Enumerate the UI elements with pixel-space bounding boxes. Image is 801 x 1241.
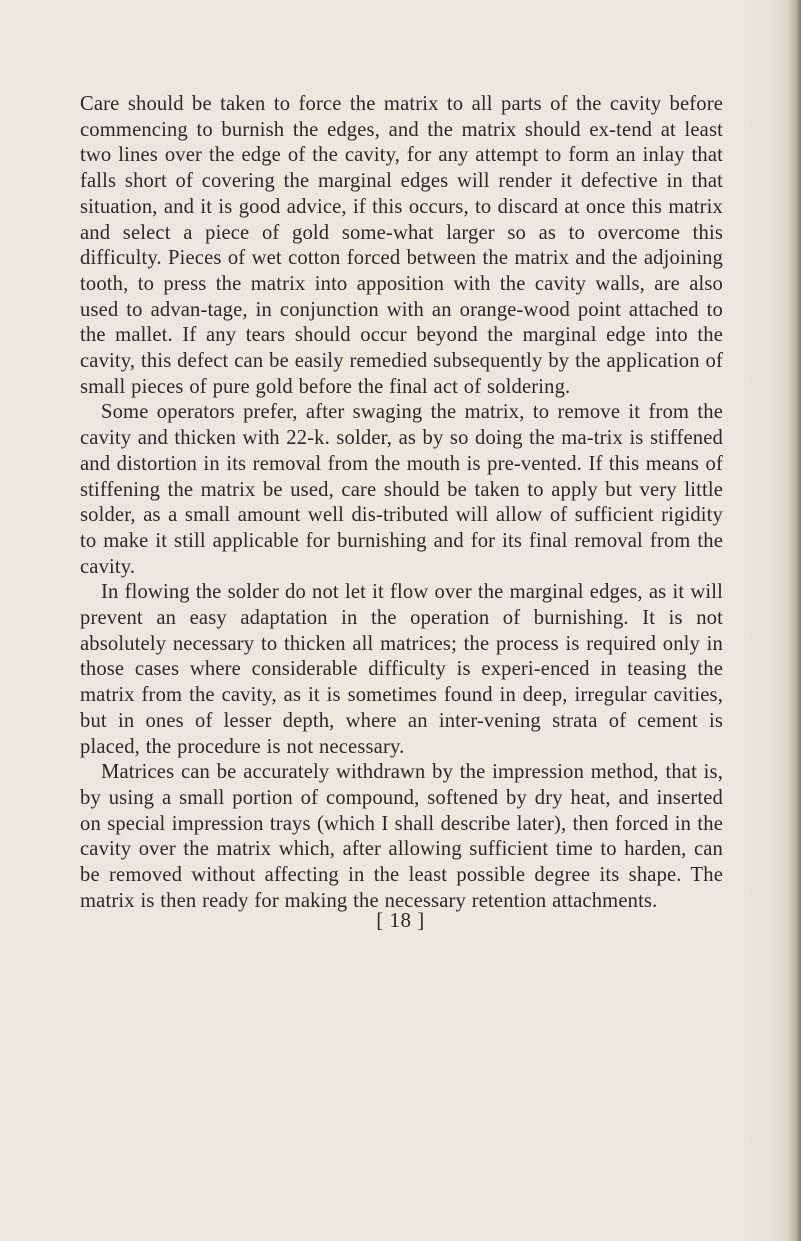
page-number: [ 18 ]	[376, 908, 425, 932]
body-text	[80, 92, 723, 915]
page-edge-shadow	[787, 0, 801, 1241]
paragraph-stiffening-matrix: Some operators prefer, after swaging the matrix, to remove it from the cavity and thicken with 22-k. solder, as by so doing the ma-trix is stiffened and distortion in its removal from the mouth is pre-vented. If this means of stiffening the matrix be used, care should be taken to apply but very little solder, as a small amount well dis-tributed will allow of sufficient rigidity to make it still applicable for burnishing and for its final removal from the cavity.	[80, 401, 723, 578]
paragraph-matrix-burnishing: Care should be taken to force the matrix to all parts of the cavity before commencing to burnish the edges, and the matrix should ex-tend at least two lines over the edge of the cavity, for any attempt to form an inlay that falls short of covering the marginal edges will render it defective in that situation, and it is good advice, if this occurs, to discard at once this matrix and select a piece of gold some-what larger so as to overcome this difficulty. Pieces of wet cotton forced between the matrix and the adjoining tooth, to press the matrix into apposition with the cavity walls, are also used to advan-tage, in conjunction with an orange-wood point attached to the mallet. If any tears should occur beyond the marginal edge into the cavity, this defect can be easily remedied subsequently by the application of small pieces of pure gold before the final act of soldering.	[80, 93, 723, 398]
paragraph-flowing-solder: In flowing the solder do not let it flow over the marginal edges, as it will prevent an easy adaptation in the operation of burnishing. It is not absolutely necessary to thicken all matrices; the process is required only in those cases where considerable difficulty is experi-enced in teasing the matrix from the cavity, as it is sometimes found in deep, irregular cavities, but in ones of lesser depth, where an inter-vening strata of cement is placed, the procedure is not necessary.	[80, 581, 723, 758]
paragraph-impression-method: Matrices can be accurately withdrawn by the impression method, that is, by using a small portion of compound, softened by dry heat, and inserted on special impression trays (which I shall describe later), then forced in the cavity over the matrix which, after allowing sufficient time to harden, can be removed without affecting in the least possible degree its shape. The matrix is then ready for making the necessary retention attachments.	[80, 761, 723, 912]
